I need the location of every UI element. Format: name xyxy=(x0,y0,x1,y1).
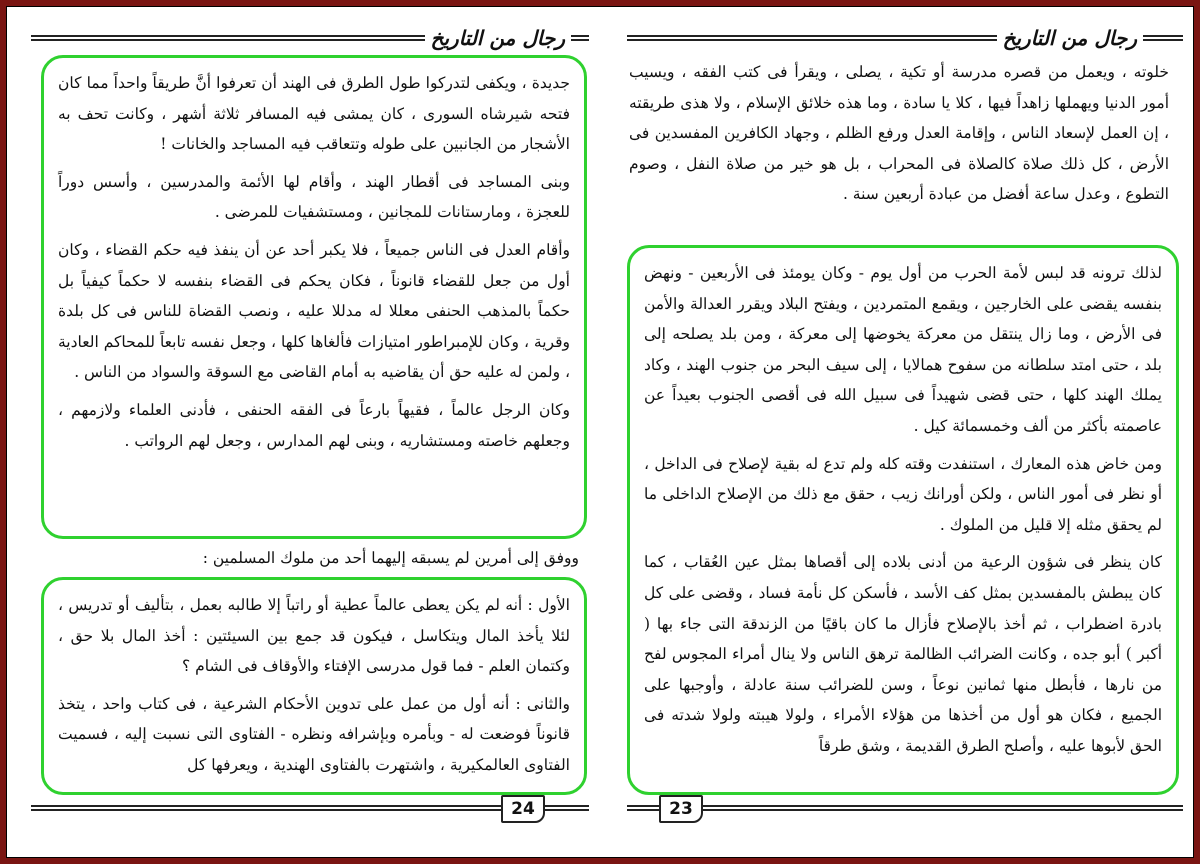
running-title: رجال من التاريخ xyxy=(425,26,571,50)
page-24 xyxy=(31,7,589,858)
scan-frame xyxy=(6,6,1194,858)
page-footer xyxy=(627,797,1183,823)
highlight-box-right xyxy=(627,245,1179,795)
paragraph: جديدة ، ويكفى لتدركوا طول الطرق فى الهند أن تعرفوا أنَّ طريقاً واحداً مما كان فتحه شيرشاه السورى ، كان يمشى فيه المسافر ثلاثة أشهر ، وكانت تحف به الأشجار من الجانبين على طوله وتتعاقب فيه المساجد والخانات ! xyxy=(58,74,570,154)
paragraph: وبنى المساجد فى أقطار الهند ، وأقام لها الأئمة والمدرسين ، وأسس دوراً للعجزة ، ومارستانات للمجانين ، ومستشفيات للمرضى . xyxy=(58,172,570,222)
paragraph: كان ينظر فى شؤون الرعية من أدنى بلاده إلى أقصاها بمثل عين العُقاب ، كما كان يبطش بالمفسدين بمثل كف الأسد ، فأسكن كل نأمة فساد ، وقضى على كل بادرة اضطراب ، ثم أخذ بالإصلاح فأزال ما كان باقيًا من الزندقة التى جاء بها ( أكبر ) أبو جده ، وكانت الضرائب الظالمة ترهق الناس ولا ينال أمراء المجوس لفح من نارها ، فأبطل منها ثمانين نوعاً ، وسن للضرائب سنة عادلة ، وأوجبها على الجميع ، فكان هو أول من أخذها من هؤلاء الأمراء ، ولولا هيبته ولولا شدته فى الحق لأبوها عليه ، وأصلح الطرق القديمة ، وشق طرقاً xyxy=(644,553,1162,755)
highlight-box-left-top xyxy=(41,55,587,539)
paragraph: والثانى : أنه أول من عمل على تدوين الأحكام الشرعية ، فى كتاب واحد ، يتخذ قانوناً فوضعت له - وبأمره وبإشرافه ونظره - الفتاوى التى نسبت إليه ، فسميت الفتاوى العالمكيرية ، واشتهرت بالفتاوى الهندية ، ويعرفها كل xyxy=(58,694,570,774)
paragraph: الأول : أنه لم يكن يعطى عالماً عطية أو راتباً إلا طالبه بعمل ، بتأليف أو تدريس ، لئلا يأخذ المال ويتكاسل ، فيكون قد جمع بين السيئتين : أخذ المال بلا حق ، وكتمان العلم - فما قول مدرسى الإفتاء والأوقاف فى الشام ؟ xyxy=(58,596,570,676)
paragraph: ومن خاض هذه المعارك ، استنفدت وقته كله ولم تدع له بقية لإصلاح فى الداخل ، أو نظر فى أمور الناس ، ولكن أورانك زيب ، حقق مع ذلك من الإصلاح الداخلى ما لم يحقق مثله إلا قليل من الملوك . xyxy=(644,454,1162,534)
footer-rule xyxy=(627,805,1183,811)
paragraph: لذلك ترونه قد لبس لأمة الحرب من أول يوم - وكان يومئذ فى الأربعين - ونهض بنفسه يقضى على الخارجين ، ويقمع المتمردين ، ويفتح البلاد ويقرر العدالة والأمن فى الأرض ، وما زال ينتقل من معركة يخوضها إلى معركة ، ومن بلد يصلحه إلى بلد ، حتى امتد سلطانه من سفوح همالايا ، إلى سيف البحر من جنوب الهند ، وكاد يملك الهند كلها ، حتى قضى شهيداً فى سبيل الله فى أقصى الجنوب بعيداً عن عاصمته بأكثر من ألف وخمسمائة كيل . xyxy=(644,264,1162,435)
highlight-box-left-bottom xyxy=(41,577,587,795)
page-footer xyxy=(31,797,589,823)
paragraph: وأقام العدل فى الناس جميعاً ، فلا يكبر أحد عن أن ينفذ فيه حكم القضاء ، وكان أول من جعل للقضاء قانوناً ، فكان يحكم فى القضاء بنفسه لا حكماً كيفياً بل حكماً بالمذهب الحنفى معللا له مدللا عليه ، ونصب القضاة للناس فى كل بلدة وقرية ، وكان للإمبراطور امتيازات فألغاها كلها ، وجعل نفسه تابعاً للمحاكم العادية ، ولمن له عليه حق أن يقاضيه به أمام القاضى مع السوقة والسواد من الناس . xyxy=(58,240,570,382)
intro-line: ووفق إلى أمرين لم يسبقه إليهما أحد من ملوك المسلمين : xyxy=(202,549,579,567)
paragraph: خلوته ، ويعمل من قصره مدرسة أو تكية ، يصلى ، ويقرأ فى كتب الفقه ، ويسيب أمور الدنيا ويهملها زاهداً فيها ، كلا يا سادة ، وما هذه خلائق الإسلام ، ولا هذى طريقته ، إن العمل لإسعاد الناس ، وإقامة العدل ورفع الظلم ، وجهاد الكافرين المفسدين فى الأرض ، كل ذلك صلاة كالصلاة فى المحراب ، بل هو خير من صلاة النفل ، وصوم التطوع ، وعدل ساعة أفضل من عبادة أربعين سنة . xyxy=(629,63,1169,204)
page-header xyxy=(31,23,589,53)
paragraph: وكان الرجل عالماً ، فقيهاً بارعاً فى الفقه الحنفى ، فأدنى العلماء ولازمهم ، وجعلهم خاصته ومستشاريه ، وبنى لهم المدارس ، وجعل لهم الرواتب . xyxy=(58,400,570,450)
page-header xyxy=(627,23,1183,53)
page-number: 24 xyxy=(501,795,545,823)
running-title: رجال من التاريخ xyxy=(997,26,1143,50)
page-23 xyxy=(627,7,1183,858)
page-number: 23 xyxy=(659,795,703,823)
